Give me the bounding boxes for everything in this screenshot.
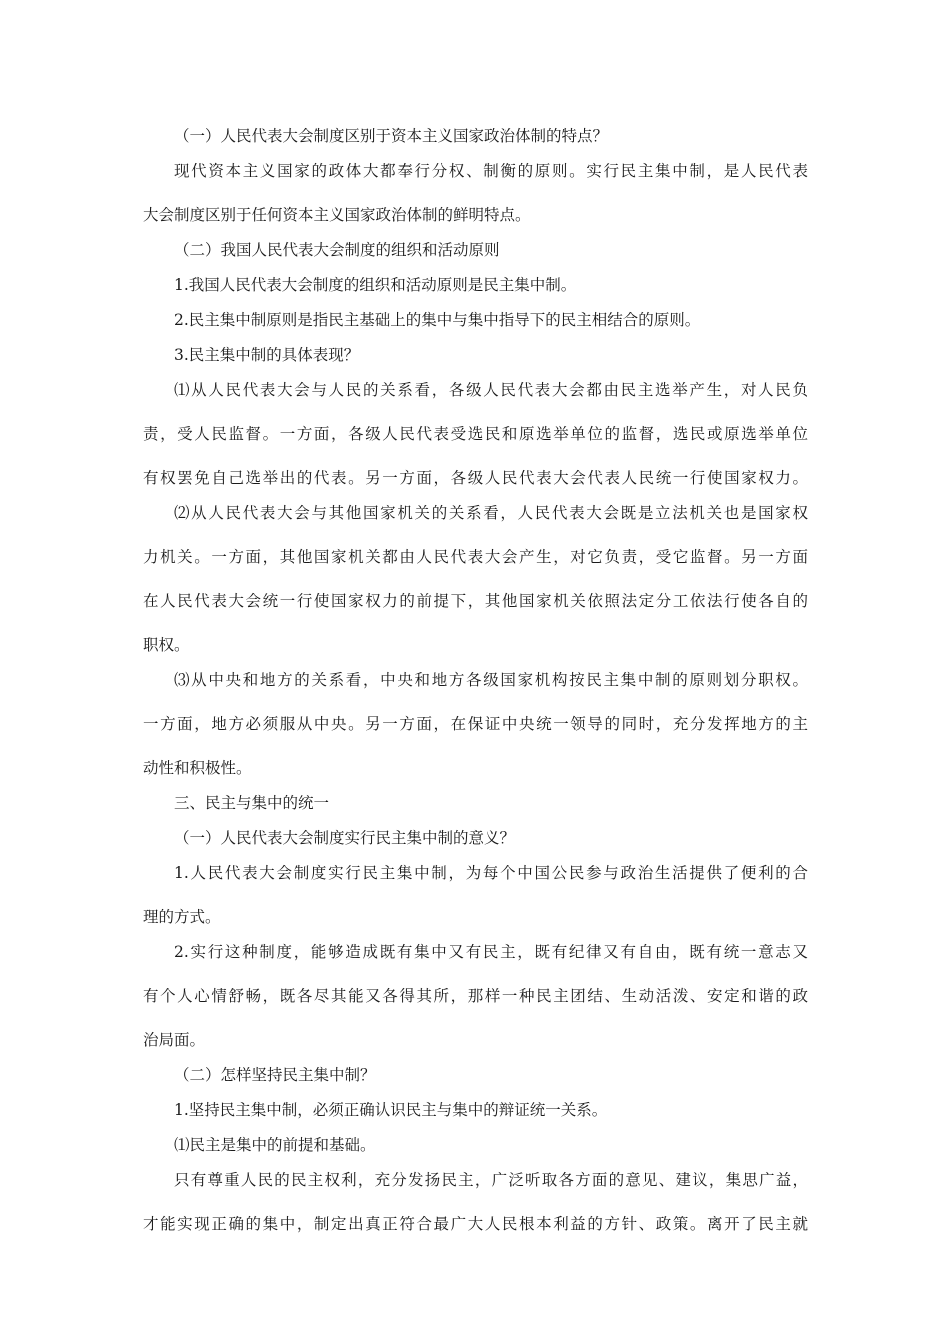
paragraph-line: 一方面，地方必须服从中央。另一方面，在保证中央统一领导的同时，充分发挥地方的主 <box>143 715 808 733</box>
paragraph-line: ⑴从人民代表大会与人民的关系看，各级人民代表大会都由民主选举产生，对人民负 <box>174 381 808 399</box>
paragraph-line: 在人民代表大会统一行使国家权力的前提下，其他国家机关依照法定分工依法行使各自的 <box>143 592 808 610</box>
list-item: 1.我国人民代表大会制度的组织和活动原则是民主集中制。 <box>174 276 577 294</box>
list-item: 2.实行这种制度，能够造成既有集中又有民主，既有纪律又有自由，既有统一意志又 <box>174 943 808 961</box>
paragraph-line: 现代资本主义国家的政体大都奉行分权、制衡的原则。实行民主集中制，是人民代表 <box>174 162 808 180</box>
paragraph-line: 动性和积极性。 <box>143 759 252 777</box>
paragraph-line: 职权。 <box>143 636 190 654</box>
list-item: 1.人民代表大会制度实行民主集中制，为每个中国公民参与政治生活提供了便利的合 <box>174 864 808 882</box>
section-heading: （二）我国人民代表大会制度的组织和活动原则 <box>174 241 500 259</box>
document-body <box>143 122 808 1238</box>
paragraph-line: 才能实现正确的集中，制定出真正符合最广大人民根本利益的方针、政策。离开了民主就 <box>143 1215 808 1233</box>
section-heading: （一）人民代表大会制度实行民主集中制的意义？ <box>174 829 516 847</box>
paragraph-line: 力机关。一方面，其他国家机关都由人民代表大会产生，对它负责，受它监督。另一方面 <box>143 548 808 566</box>
paragraph-line: 有个人心情舒畅，既各尽其能又各得其所，那样一种民主团结、生动活泼、安定和谐的政 <box>143 987 808 1005</box>
paragraph-line: 理的方式。 <box>143 908 221 926</box>
list-item: 2.民主集中制原则是指民主基础上的集中与集中指导下的民主相结合的原则。 <box>174 311 701 329</box>
paragraph-line: 责，受人民监督。一方面，各级人民代表受选民和原选举单位的监督，选民或原选举单位 <box>143 425 808 443</box>
section-heading: 三、民主与集中的统一 <box>174 794 330 812</box>
list-item: ⑴民主是集中的前提和基础。 <box>174 1136 376 1154</box>
paragraph-line: 大会制度区别于任何资本主义国家政治体制的鲜明特点。 <box>143 206 531 224</box>
paragraph-line: 有权罢免自己选举出的代表。另一方面，各级人民代表大会代表人民统一行使国家权力。 <box>143 469 808 487</box>
list-item: 3.民主集中制的具体表现？ <box>174 346 360 364</box>
section-heading: （二）怎样坚持民主集中制？ <box>174 1066 376 1084</box>
list-item: 1.坚持民主集中制，必须正确认识民主与集中的辩证统一关系。 <box>174 1101 608 1119</box>
section-heading: （一）人民代表大会制度区别于资本主义国家政治体制的特点？ <box>174 127 609 145</box>
paragraph-line: ⑶从中央和地方的关系看，中央和地方各级国家机构按民主集中制的原则划分职权。 <box>174 671 808 689</box>
paragraph-line: 只有尊重人民的民主权利，充分发扬民主，广泛听取各方面的意见、建议，集思广益， <box>174 1171 808 1189</box>
paragraph-line: 治局面。 <box>143 1031 206 1049</box>
paragraph-line: ⑵从人民代表大会与其他国家机关的关系看，人民代表大会既是立法机关也是国家权 <box>174 504 808 522</box>
